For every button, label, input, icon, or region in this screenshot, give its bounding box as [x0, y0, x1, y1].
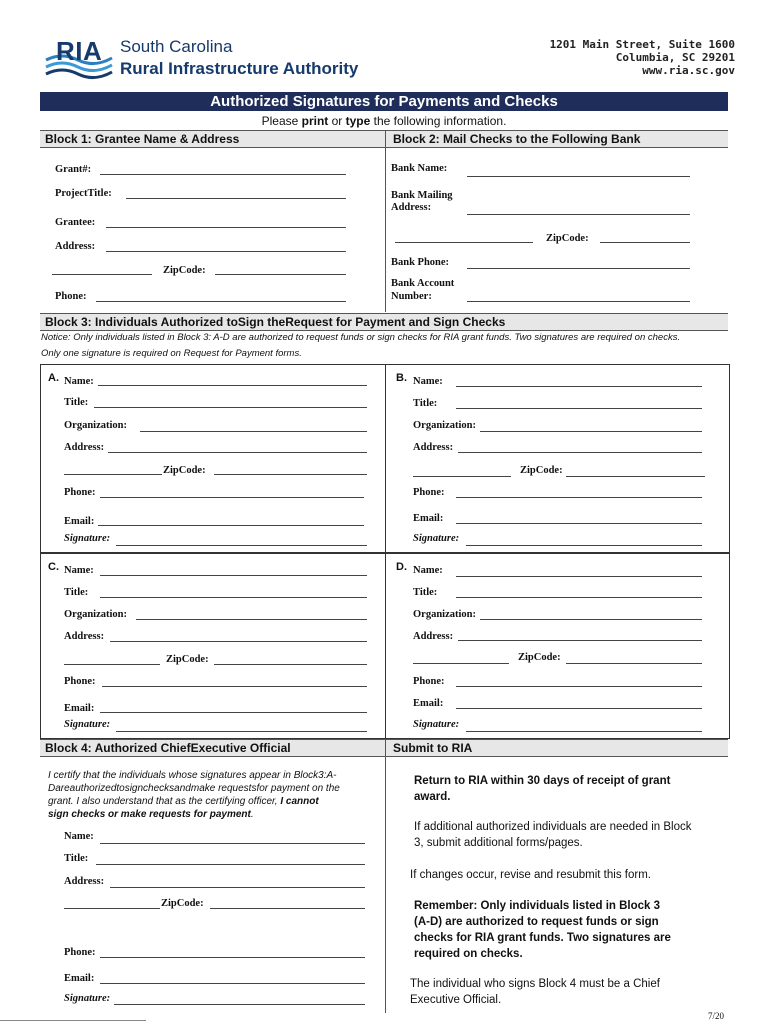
signer-b-city-field[interactable]: [413, 476, 511, 477]
signer-d-signature-field[interactable]: [466, 731, 702, 732]
signer-d-org-label: Organization:: [413, 609, 476, 620]
signer-d-org-field[interactable]: [480, 619, 702, 620]
grantee-field[interactable]: [106, 227, 346, 228]
signer-b-phone-label: Phone:: [413, 487, 445, 498]
signer-a-org-field[interactable]: [140, 431, 367, 432]
ceo-zip-field[interactable]: [210, 908, 365, 909]
signer-a-phone-label: Phone:: [64, 487, 96, 498]
ceo-title-label: Title:: [64, 853, 89, 864]
bank-name-label: Bank Name:: [391, 163, 448, 174]
grantee-phone-label: Phone:: [55, 291, 87, 302]
grant-number-label: Grant#:: [55, 164, 92, 175]
signer-a-letter: A.: [48, 372, 59, 384]
address-line1: 1201 Main Street, Suite 1600: [549, 38, 735, 51]
submit-remember-note: Remember: Only individuals listed in Block 3 (A-D) are authorized to request funds or sign checks for RIA grant funds. Two signatures are required on checks.: [414, 900, 671, 960]
grantee-zip-label: ZipCode:: [163, 265, 206, 276]
block3-notice-2: Only one signature is required on Request for Payment forms.: [41, 348, 302, 359]
submit-header: Submit to RIA: [388, 739, 728, 757]
signer-c-zip-field[interactable]: [214, 664, 367, 665]
signer-c-title-field[interactable]: [100, 597, 367, 598]
bank-mailing-label: Bank Mailing: [391, 190, 453, 201]
signer-a-name-label: Name:: [64, 376, 94, 387]
signer-c-email-label: Email:: [64, 703, 95, 714]
block3-notice-1: Notice: Only individuals listed in Block 3: A-D are authorized to request funds or sign checks for RIA grant funds. Two signatures are required on checks.: [41, 332, 681, 343]
ceo-email-field[interactable]: [100, 983, 365, 984]
signer-a-org-label: Organization:: [64, 420, 127, 431]
signer-c-email-field[interactable]: [100, 712, 367, 713]
signer-c-org-field[interactable]: [136, 619, 367, 620]
website: www.ria.sc.gov: [642, 64, 735, 77]
signer-c-signature-field[interactable]: [116, 731, 367, 732]
signer-c-zip-label: ZipCode:: [166, 654, 209, 665]
signer-b-title-field[interactable]: [456, 408, 702, 409]
signer-b-phone-field[interactable]: [456, 497, 702, 498]
ceo-city-field[interactable]: [64, 908, 160, 909]
grant-number-field[interactable]: [100, 174, 346, 175]
form-title: Authorized Signatures for Payments and Checks: [40, 92, 728, 111]
address-line2: Columbia, SC 29201: [615, 51, 735, 64]
bank-city-field[interactable]: [395, 242, 533, 243]
grantee-zip-field[interactable]: [215, 274, 346, 275]
signer-b-email-field[interactable]: [456, 523, 702, 524]
ceo-signature-label: Signature:: [64, 993, 111, 1004]
ceo-name-label: Name:: [64, 831, 94, 842]
ceo-address-field[interactable]: [110, 887, 365, 888]
submit-additional-note: If additional authorized individuals are needed in Block 3, submit additional forms/pages.: [414, 821, 692, 849]
bank-zip-field[interactable]: [600, 242, 690, 243]
logo-line1: South Carolina: [120, 37, 233, 56]
signer-b-address-label: Address:: [413, 442, 454, 453]
block2-header: Block 2: Mail Checks to the Following Bank: [388, 130, 728, 148]
signer-b-email-label: Email:: [413, 513, 444, 524]
signer-c-address-field[interactable]: [110, 641, 367, 642]
signer-a-name-field[interactable]: [98, 385, 367, 386]
signer-d-city-field[interactable]: [413, 663, 509, 664]
signer-b-org-field[interactable]: [480, 431, 702, 432]
form-subtitle: Please print or type the following information.: [261, 114, 507, 128]
signer-b-zip-label: ZipCode:: [520, 465, 563, 476]
project-title-label: ProjectTitle:: [55, 188, 112, 199]
ceo-name-field[interactable]: [100, 843, 365, 844]
logo-ria-text: RIA: [56, 36, 103, 66]
block3-header: Block 3: Individuals Authorized toSign theRequest for Payment and Sign Checks: [40, 313, 728, 331]
footer-rule: [0, 1020, 146, 1021]
bank-account-label: Bank Account: [391, 278, 455, 289]
signer-a-city-field[interactable]: [64, 474, 162, 475]
signer-a-address-field[interactable]: [108, 452, 367, 453]
signer-d-email-field[interactable]: [456, 708, 702, 709]
signer-c-phone-field[interactable]: [102, 686, 367, 687]
bank-address-field[interactable]: [467, 214, 690, 215]
signer-b-name-label: Name:: [413, 376, 443, 387]
bank-mailing-label-2: Address:: [391, 202, 432, 213]
signer-d-signature-label: Signature:: [413, 719, 460, 730]
ceo-email-label: Email:: [64, 973, 95, 984]
signer-d-phone-field[interactable]: [456, 686, 702, 687]
bank-account-label-2: Number:: [391, 291, 432, 302]
signer-d-zip-field[interactable]: [566, 663, 702, 664]
signer-d-zip-label: ZipCode:: [518, 652, 561, 663]
signer-c-signature-label: Signature:: [64, 719, 111, 730]
ceo-phone-field[interactable]: [100, 957, 365, 958]
signer-d-title-label: Title:: [413, 587, 438, 598]
signer-c-phone-label: Phone:: [64, 676, 96, 687]
revision-date: 7/20: [707, 1011, 724, 1021]
signer-b-signature-field[interactable]: [466, 545, 702, 546]
submit-changes-note: If changes occur, revise and resubmit this form.: [410, 869, 651, 881]
signer-c-org-label: Organization:: [64, 609, 127, 620]
signer-b-address-field[interactable]: [458, 452, 702, 453]
signer-b-letter: B.: [396, 372, 407, 384]
grantee-address-field[interactable]: [106, 251, 346, 252]
block1-header: Block 1: Grantee Name & Address: [40, 130, 388, 148]
submit-return-note: Return to RIA within 30 days of receipt of grant award.: [414, 775, 671, 803]
grantee-city-field[interactable]: [52, 274, 152, 275]
grantee-phone-field[interactable]: [96, 301, 346, 302]
ceo-address-label: Address:: [64, 876, 105, 887]
signer-a-title-field[interactable]: [94, 407, 367, 408]
bank-name-field[interactable]: [467, 176, 690, 177]
signer-d-letter: D.: [396, 561, 407, 573]
signer-d-phone-label: Phone:: [413, 676, 445, 687]
signer-d-email-label: Email:: [413, 698, 444, 709]
grantee-address-label: Address:: [55, 241, 96, 252]
block4-header: Block 4: Authorized ChiefExecutive Official: [40, 739, 388, 757]
signer-b-zip-field[interactable]: [566, 476, 705, 477]
ceo-phone-label: Phone:: [64, 947, 96, 958]
bank-zip-label: ZipCode:: [546, 233, 589, 244]
signer-d-address-label: Address:: [413, 631, 454, 642]
signer-d-address-field[interactable]: [458, 640, 702, 641]
signer-a-zip-field[interactable]: [214, 474, 367, 475]
signer-a-email-label: Email:: [64, 516, 95, 527]
signer-a-title-label: Title:: [64, 397, 89, 408]
signer-c-name-label: Name:: [64, 565, 94, 576]
certification-text: I certify that the individuals whose signatures appear in Block3:A- Dareauthorizedtosignchecksandmake requestsfor payment on the grant. I also understand that as the certifying officer, I cannot sign checks or make requests for payment.: [48, 770, 340, 820]
signer-a-signature-label: Signature:: [64, 533, 111, 544]
project-title-field[interactable]: [126, 198, 346, 199]
bank-phone-field[interactable]: [467, 268, 690, 269]
signer-b-title-label: Title:: [413, 398, 438, 409]
ceo-signature-field[interactable]: [114, 1004, 365, 1005]
signer-d-name-field[interactable]: [456, 576, 702, 577]
signer-a-signature-field[interactable]: [116, 545, 367, 546]
signer-a-address-label: Address:: [64, 442, 105, 453]
signer-d-title-field[interactable]: [456, 597, 702, 598]
signer-c-name-field[interactable]: [100, 575, 367, 576]
grantee-label: Grantee:: [55, 217, 96, 228]
signer-b-name-field[interactable]: [456, 386, 702, 387]
signer-a-zip-label: ZipCode:: [163, 465, 206, 476]
bank-phone-label: Bank Phone:: [391, 257, 450, 268]
signer-a-email-field[interactable]: [98, 525, 364, 526]
signer-b-org-label: Organization:: [413, 420, 476, 431]
submit-ceo-note: The individual who signs Block 4 must be a Chief Executive Official.: [410, 978, 660, 1006]
signer-c-letter: C.: [48, 561, 59, 573]
signer-b-signature-label: Signature:: [413, 533, 460, 544]
signer-c-title-label: Title:: [64, 587, 89, 598]
ceo-title-field[interactable]: [96, 864, 365, 865]
signer-a-phone-field[interactable]: [100, 497, 364, 498]
signer-c-city-field[interactable]: [64, 664, 160, 665]
ceo-zip-label: ZipCode:: [161, 898, 204, 909]
bank-account-field[interactable]: [467, 301, 690, 302]
signer-c-address-label: Address:: [64, 631, 105, 642]
logo-line2: Rural Infrastructure Authority: [120, 59, 359, 78]
signer-d-name-label: Name:: [413, 565, 443, 576]
